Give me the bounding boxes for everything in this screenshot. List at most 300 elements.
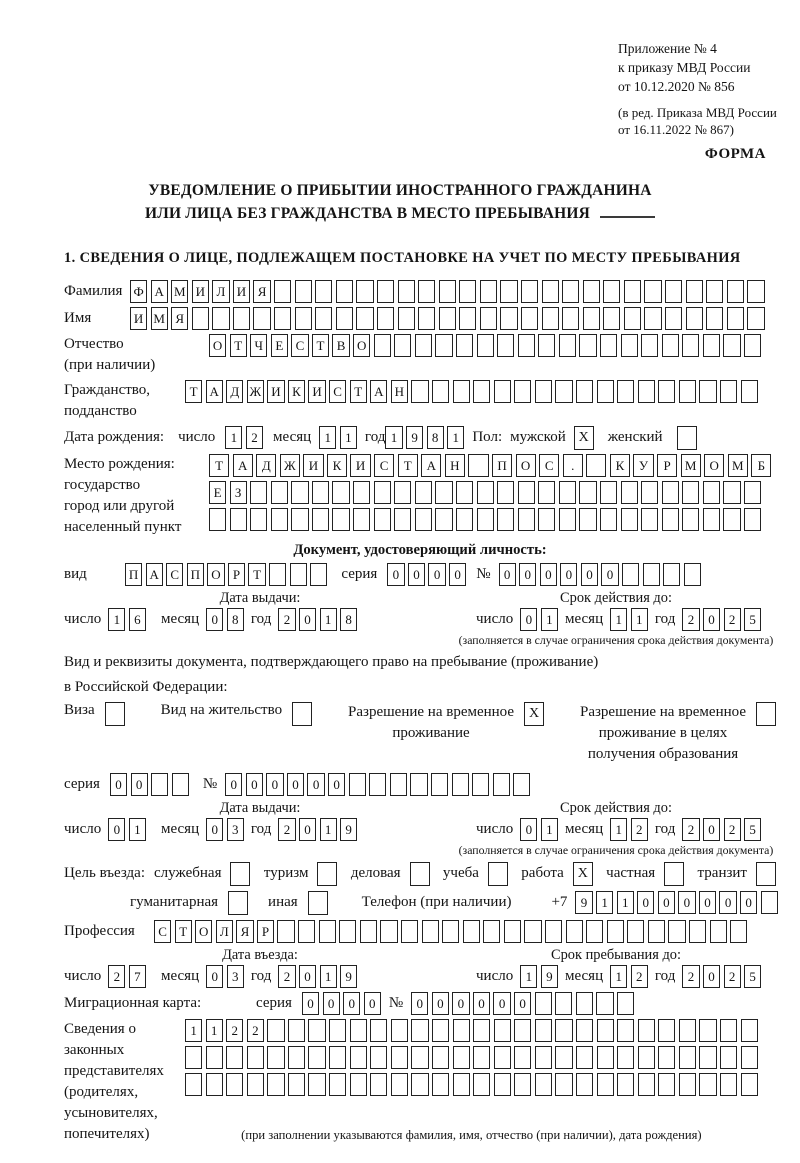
char-cell[interactable] (603, 280, 620, 303)
purpose-study-checkbox[interactable] (488, 862, 508, 886)
sex-female-checkbox[interactable] (677, 426, 697, 450)
char-cell[interactable]: 7 (129, 965, 146, 988)
char-cell[interactable] (410, 773, 427, 796)
char-cell[interactable] (442, 920, 459, 943)
char-cell[interactable]: 0 (364, 992, 381, 1015)
char-cell[interactable] (617, 1046, 634, 1069)
char-cell[interactable] (452, 773, 469, 796)
char-cell[interactable] (349, 773, 366, 796)
char-cell[interactable] (682, 508, 699, 531)
char-cell[interactable] (209, 508, 226, 531)
char-cell[interactable] (453, 1073, 470, 1096)
char-cell[interactable] (456, 334, 473, 357)
char-cell[interactable]: 0 (411, 992, 428, 1015)
char-cell[interactable] (514, 1019, 531, 1042)
char-cell[interactable] (422, 920, 439, 943)
char-cell[interactable]: Т (209, 454, 229, 477)
char-cell[interactable] (665, 307, 682, 330)
char-cell[interactable] (432, 1046, 449, 1069)
char-cell[interactable] (596, 992, 613, 1015)
char-cell[interactable] (600, 508, 617, 531)
char-cell[interactable] (555, 1073, 572, 1096)
char-cell[interactable]: 5 (744, 818, 761, 841)
char-cell[interactable]: 2 (724, 608, 741, 631)
char-cell[interactable]: 0 (473, 992, 490, 1015)
char-cell[interactable] (288, 1019, 305, 1042)
char-cell[interactable] (538, 481, 555, 504)
char-cell[interactable]: 1 (617, 891, 634, 914)
char-cell[interactable] (494, 380, 511, 403)
char-cell[interactable]: Л (216, 920, 233, 943)
char-cell[interactable] (684, 563, 701, 586)
char-cell[interactable] (562, 280, 579, 303)
char-cell[interactable]: У (633, 454, 653, 477)
char-cell[interactable] (315, 307, 332, 330)
char-cell[interactable]: 0 (387, 563, 404, 586)
char-cell[interactable] (230, 508, 247, 531)
char-cell[interactable] (497, 334, 514, 357)
char-cell[interactable]: Б (751, 454, 771, 477)
char-cell[interactable] (741, 1046, 758, 1069)
char-cell[interactable] (535, 992, 552, 1015)
char-cell[interactable]: З (230, 481, 247, 504)
char-cell[interactable] (377, 307, 394, 330)
char-cell[interactable] (497, 508, 514, 531)
char-cell[interactable] (435, 481, 452, 504)
char-cell[interactable]: 8 (427, 426, 444, 449)
char-cell[interactable]: 0 (514, 992, 531, 1015)
char-cell[interactable] (679, 1019, 696, 1042)
char-cell[interactable]: 0 (452, 992, 469, 1015)
char-cell[interactable] (494, 1046, 511, 1069)
char-cell[interactable] (679, 380, 696, 403)
char-cell[interactable] (473, 1073, 490, 1096)
char-cell[interactable] (332, 508, 349, 531)
char-cell[interactable]: 0 (408, 563, 425, 586)
char-cell[interactable] (689, 920, 706, 943)
char-cell[interactable] (559, 508, 576, 531)
char-cell[interactable] (624, 307, 641, 330)
char-cell[interactable] (370, 1019, 387, 1042)
char-cell[interactable]: М (728, 454, 748, 477)
char-cell[interactable]: 1 (319, 426, 336, 449)
char-cell[interactable]: И (192, 280, 209, 303)
char-cell[interactable]: 0 (108, 818, 125, 841)
char-cell[interactable] (744, 481, 761, 504)
char-cell[interactable] (374, 508, 391, 531)
char-cell[interactable] (542, 280, 559, 303)
char-cell[interactable] (253, 307, 270, 330)
char-cell[interactable]: И (350, 454, 370, 477)
char-cell[interactable] (473, 1019, 490, 1042)
char-cell[interactable] (566, 920, 583, 943)
char-cell[interactable]: 0 (703, 818, 720, 841)
char-cell[interactable] (576, 1019, 593, 1042)
char-cell[interactable] (267, 1073, 284, 1096)
char-cell[interactable] (435, 508, 452, 531)
char-cell[interactable] (456, 508, 473, 531)
char-cell[interactable]: Т (350, 380, 367, 403)
char-cell[interactable] (480, 307, 497, 330)
char-cell[interactable] (624, 280, 641, 303)
char-cell[interactable]: 1 (320, 818, 337, 841)
char-cell[interactable]: 1 (610, 608, 627, 631)
char-cell[interactable]: 2 (682, 818, 699, 841)
char-cell[interactable] (576, 1073, 593, 1096)
char-cell[interactable]: 1 (596, 891, 613, 914)
char-cell[interactable] (518, 481, 535, 504)
char-cell[interactable]: 0 (740, 891, 757, 914)
char-cell[interactable] (192, 307, 209, 330)
char-cell[interactable] (206, 1046, 223, 1069)
char-cell[interactable]: А (370, 380, 387, 403)
char-cell[interactable] (463, 920, 480, 943)
char-cell[interactable] (271, 481, 288, 504)
char-cell[interactable]: 0 (560, 563, 577, 586)
char-cell[interactable] (583, 280, 600, 303)
char-cell[interactable]: 3 (227, 818, 244, 841)
char-cell[interactable]: 2 (108, 965, 125, 988)
char-cell[interactable] (538, 334, 555, 357)
char-cell[interactable] (644, 280, 661, 303)
char-cell[interactable] (356, 307, 373, 330)
char-cell[interactable] (741, 380, 758, 403)
char-cell[interactable] (291, 508, 308, 531)
char-cell[interactable] (579, 508, 596, 531)
char-cell[interactable] (662, 508, 679, 531)
char-cell[interactable] (617, 1019, 634, 1042)
char-cell[interactable]: 1 (385, 426, 402, 449)
char-cell[interactable] (233, 307, 250, 330)
char-cell[interactable]: 1 (541, 818, 558, 841)
char-cell[interactable] (562, 307, 579, 330)
char-cell[interactable]: К (288, 380, 305, 403)
char-cell[interactable] (686, 280, 703, 303)
char-cell[interactable] (369, 773, 386, 796)
char-cell[interactable] (535, 1073, 552, 1096)
char-cell[interactable]: 1 (108, 608, 125, 631)
char-cell[interactable]: С (374, 454, 394, 477)
char-cell[interactable] (269, 563, 286, 586)
char-cell[interactable]: Т (312, 334, 329, 357)
char-cell[interactable] (439, 307, 456, 330)
char-cell[interactable]: 9 (340, 818, 357, 841)
char-cell[interactable]: 1 (129, 818, 146, 841)
char-cell[interactable]: П (492, 454, 512, 477)
char-cell[interactable]: И (130, 307, 147, 330)
char-cell[interactable] (518, 334, 535, 357)
char-cell[interactable] (477, 334, 494, 357)
char-cell[interactable] (747, 280, 764, 303)
char-cell[interactable] (380, 920, 397, 943)
char-cell[interactable] (699, 1046, 716, 1069)
char-cell[interactable] (411, 1019, 428, 1042)
char-cell[interactable] (391, 1073, 408, 1096)
char-cell[interactable]: 0 (520, 608, 537, 631)
char-cell[interactable] (494, 1019, 511, 1042)
char-cell[interactable]: 0 (206, 608, 223, 631)
char-cell[interactable] (641, 508, 658, 531)
char-cell[interactable] (621, 481, 638, 504)
char-cell[interactable]: Т (398, 454, 418, 477)
char-cell[interactable] (312, 481, 329, 504)
char-cell[interactable] (641, 334, 658, 357)
purpose-work-checkbox[interactable]: X (573, 862, 593, 886)
char-cell[interactable] (411, 1046, 428, 1069)
char-cell[interactable]: Е (271, 334, 288, 357)
char-cell[interactable]: Ч (250, 334, 267, 357)
char-cell[interactable]: 1 (340, 426, 357, 449)
char-cell[interactable]: 1 (320, 965, 337, 988)
char-cell[interactable]: 0 (299, 965, 316, 988)
char-cell[interactable] (360, 920, 377, 943)
char-cell[interactable]: 2 (278, 608, 295, 631)
char-cell[interactable] (185, 1073, 202, 1096)
char-cell[interactable] (411, 1073, 428, 1096)
char-cell[interactable]: Ж (247, 380, 264, 403)
char-cell[interactable]: 0 (206, 965, 223, 988)
char-cell[interactable] (212, 307, 229, 330)
char-cell[interactable] (617, 1073, 634, 1096)
temp-permit-checkbox[interactable]: X (524, 702, 544, 726)
char-cell[interactable] (617, 992, 634, 1015)
char-cell[interactable] (308, 1046, 325, 1069)
char-cell[interactable] (468, 454, 488, 477)
char-cell[interactable]: 2 (682, 965, 699, 988)
char-cell[interactable] (741, 1019, 758, 1042)
char-cell[interactable] (415, 334, 432, 357)
char-cell[interactable]: 0 (206, 818, 223, 841)
char-cell[interactable] (459, 280, 476, 303)
purpose-other-checkbox[interactable] (308, 891, 328, 915)
char-cell[interactable] (643, 563, 660, 586)
char-cell[interactable] (600, 481, 617, 504)
char-cell[interactable] (703, 481, 720, 504)
char-cell[interactable]: 0 (302, 992, 319, 1015)
char-cell[interactable] (699, 1019, 716, 1042)
char-cell[interactable] (555, 1019, 572, 1042)
char-cell[interactable]: В (332, 334, 349, 357)
char-cell[interactable] (658, 1019, 675, 1042)
char-cell[interactable] (538, 508, 555, 531)
char-cell[interactable]: Я (236, 920, 253, 943)
char-cell[interactable] (679, 1073, 696, 1096)
char-cell[interactable]: 8 (227, 608, 244, 631)
char-cell[interactable] (644, 307, 661, 330)
char-cell[interactable] (583, 307, 600, 330)
char-cell[interactable] (513, 773, 530, 796)
char-cell[interactable]: М (171, 280, 188, 303)
char-cell[interactable] (336, 280, 353, 303)
char-cell[interactable] (329, 1073, 346, 1096)
char-cell[interactable]: 0 (699, 891, 716, 914)
char-cell[interactable] (247, 1073, 264, 1096)
char-cell[interactable] (720, 1019, 737, 1042)
char-cell[interactable] (339, 920, 356, 943)
char-cell[interactable]: 0 (110, 773, 127, 796)
char-cell[interactable] (398, 280, 415, 303)
char-cell[interactable] (377, 280, 394, 303)
char-cell[interactable]: 0 (328, 773, 345, 796)
char-cell[interactable] (312, 508, 329, 531)
char-cell[interactable]: Ж (280, 454, 300, 477)
visa-checkbox[interactable] (105, 702, 125, 726)
char-cell[interactable] (586, 454, 606, 477)
char-cell[interactable] (459, 307, 476, 330)
char-cell[interactable]: К (327, 454, 347, 477)
char-cell[interactable]: 8 (340, 608, 357, 631)
sex-male-checkbox[interactable]: X (574, 426, 594, 450)
char-cell[interactable] (559, 481, 576, 504)
char-cell[interactable]: С (291, 334, 308, 357)
char-cell[interactable]: 0 (299, 608, 316, 631)
char-cell[interactable] (329, 1019, 346, 1042)
char-cell[interactable] (747, 307, 764, 330)
char-cell[interactable]: О (209, 334, 226, 357)
char-cell[interactable] (723, 508, 740, 531)
char-cell[interactable] (600, 334, 617, 357)
char-cell[interactable]: Р (228, 563, 245, 586)
char-cell[interactable]: А (206, 380, 223, 403)
char-cell[interactable] (206, 1073, 223, 1096)
char-cell[interactable]: М (151, 307, 168, 330)
char-cell[interactable] (658, 1046, 675, 1069)
char-cell[interactable] (473, 1046, 490, 1069)
char-cell[interactable] (497, 481, 514, 504)
char-cell[interactable] (706, 307, 723, 330)
char-cell[interactable] (390, 773, 407, 796)
char-cell[interactable] (579, 481, 596, 504)
char-cell[interactable] (494, 1073, 511, 1096)
char-cell[interactable] (370, 1073, 387, 1096)
char-cell[interactable] (288, 1073, 305, 1096)
char-cell[interactable]: 5 (744, 608, 761, 631)
char-cell[interactable]: 2 (246, 426, 263, 449)
char-cell[interactable] (350, 1019, 367, 1042)
char-cell[interactable] (295, 307, 312, 330)
char-cell[interactable]: 2 (278, 818, 295, 841)
char-cell[interactable] (682, 334, 699, 357)
char-cell[interactable]: М (681, 454, 701, 477)
char-cell[interactable] (521, 280, 538, 303)
char-cell[interactable] (622, 563, 639, 586)
char-cell[interactable]: К (610, 454, 630, 477)
char-cell[interactable] (370, 1046, 387, 1069)
char-cell[interactable]: 1 (610, 965, 627, 988)
char-cell[interactable] (267, 1019, 284, 1042)
char-cell[interactable] (298, 920, 315, 943)
char-cell[interactable] (453, 1046, 470, 1069)
char-cell[interactable]: Я (253, 280, 270, 303)
char-cell[interactable]: 2 (247, 1019, 264, 1042)
char-cell[interactable] (226, 1073, 243, 1096)
char-cell[interactable]: 0 (719, 891, 736, 914)
char-cell[interactable]: 0 (519, 563, 536, 586)
char-cell[interactable] (432, 380, 449, 403)
char-cell[interactable] (720, 1073, 737, 1096)
char-cell[interactable] (727, 307, 744, 330)
char-cell[interactable]: П (125, 563, 142, 586)
char-cell[interactable] (597, 1019, 614, 1042)
char-cell[interactable] (648, 920, 665, 943)
char-cell[interactable]: 2 (631, 965, 648, 988)
char-cell[interactable] (703, 508, 720, 531)
char-cell[interactable]: 9 (406, 426, 423, 449)
char-cell[interactable] (535, 380, 552, 403)
char-cell[interactable]: 0 (131, 773, 148, 796)
char-cell[interactable]: 0 (299, 818, 316, 841)
char-cell[interactable] (295, 280, 312, 303)
char-cell[interactable]: 0 (581, 563, 598, 586)
char-cell[interactable]: С (166, 563, 183, 586)
char-cell[interactable]: 1 (610, 818, 627, 841)
char-cell[interactable] (247, 1046, 264, 1069)
char-cell[interactable]: Н (391, 380, 408, 403)
char-cell[interactable] (542, 307, 559, 330)
char-cell[interactable] (744, 508, 761, 531)
char-cell[interactable] (151, 773, 168, 796)
char-cell[interactable]: Ф (130, 280, 147, 303)
char-cell[interactable] (432, 1073, 449, 1096)
char-cell[interactable]: 0 (499, 563, 516, 586)
char-cell[interactable] (744, 334, 761, 357)
char-cell[interactable]: 2 (724, 965, 741, 988)
char-cell[interactable]: О (353, 334, 370, 357)
char-cell[interactable] (555, 1046, 572, 1069)
char-cell[interactable] (723, 481, 740, 504)
char-cell[interactable] (473, 380, 490, 403)
char-cell[interactable]: И (308, 380, 325, 403)
char-cell[interactable]: А (151, 280, 168, 303)
char-cell[interactable]: 1 (541, 608, 558, 631)
char-cell[interactable]: 1 (225, 426, 242, 449)
char-cell[interactable] (627, 920, 644, 943)
char-cell[interactable]: О (195, 920, 212, 943)
char-cell[interactable] (720, 1046, 737, 1069)
char-cell[interactable]: А (146, 563, 163, 586)
title-blank-underline[interactable] (600, 205, 655, 218)
char-cell[interactable]: Д (256, 454, 276, 477)
char-cell[interactable] (555, 380, 572, 403)
char-cell[interactable] (394, 508, 411, 531)
char-cell[interactable] (682, 481, 699, 504)
char-cell[interactable] (172, 773, 189, 796)
char-cell[interactable] (730, 920, 747, 943)
char-cell[interactable] (706, 280, 723, 303)
char-cell[interactable] (453, 380, 470, 403)
char-cell[interactable] (250, 481, 267, 504)
char-cell[interactable] (277, 920, 294, 943)
char-cell[interactable] (741, 1073, 758, 1096)
char-cell[interactable] (353, 508, 370, 531)
char-cell[interactable] (597, 380, 614, 403)
char-cell[interactable] (586, 920, 603, 943)
char-cell[interactable] (617, 380, 634, 403)
residence-permit-checkbox[interactable] (292, 702, 312, 726)
char-cell[interactable] (290, 563, 307, 586)
char-cell[interactable] (521, 307, 538, 330)
char-cell[interactable]: С (539, 454, 559, 477)
char-cell[interactable]: И (233, 280, 250, 303)
char-cell[interactable] (308, 1019, 325, 1042)
char-cell[interactable] (658, 1073, 675, 1096)
char-cell[interactable] (477, 508, 494, 531)
char-cell[interactable]: 9 (575, 891, 592, 914)
char-cell[interactable] (720, 380, 737, 403)
char-cell[interactable] (535, 1046, 552, 1069)
char-cell[interactable] (710, 920, 727, 943)
char-cell[interactable] (524, 920, 541, 943)
